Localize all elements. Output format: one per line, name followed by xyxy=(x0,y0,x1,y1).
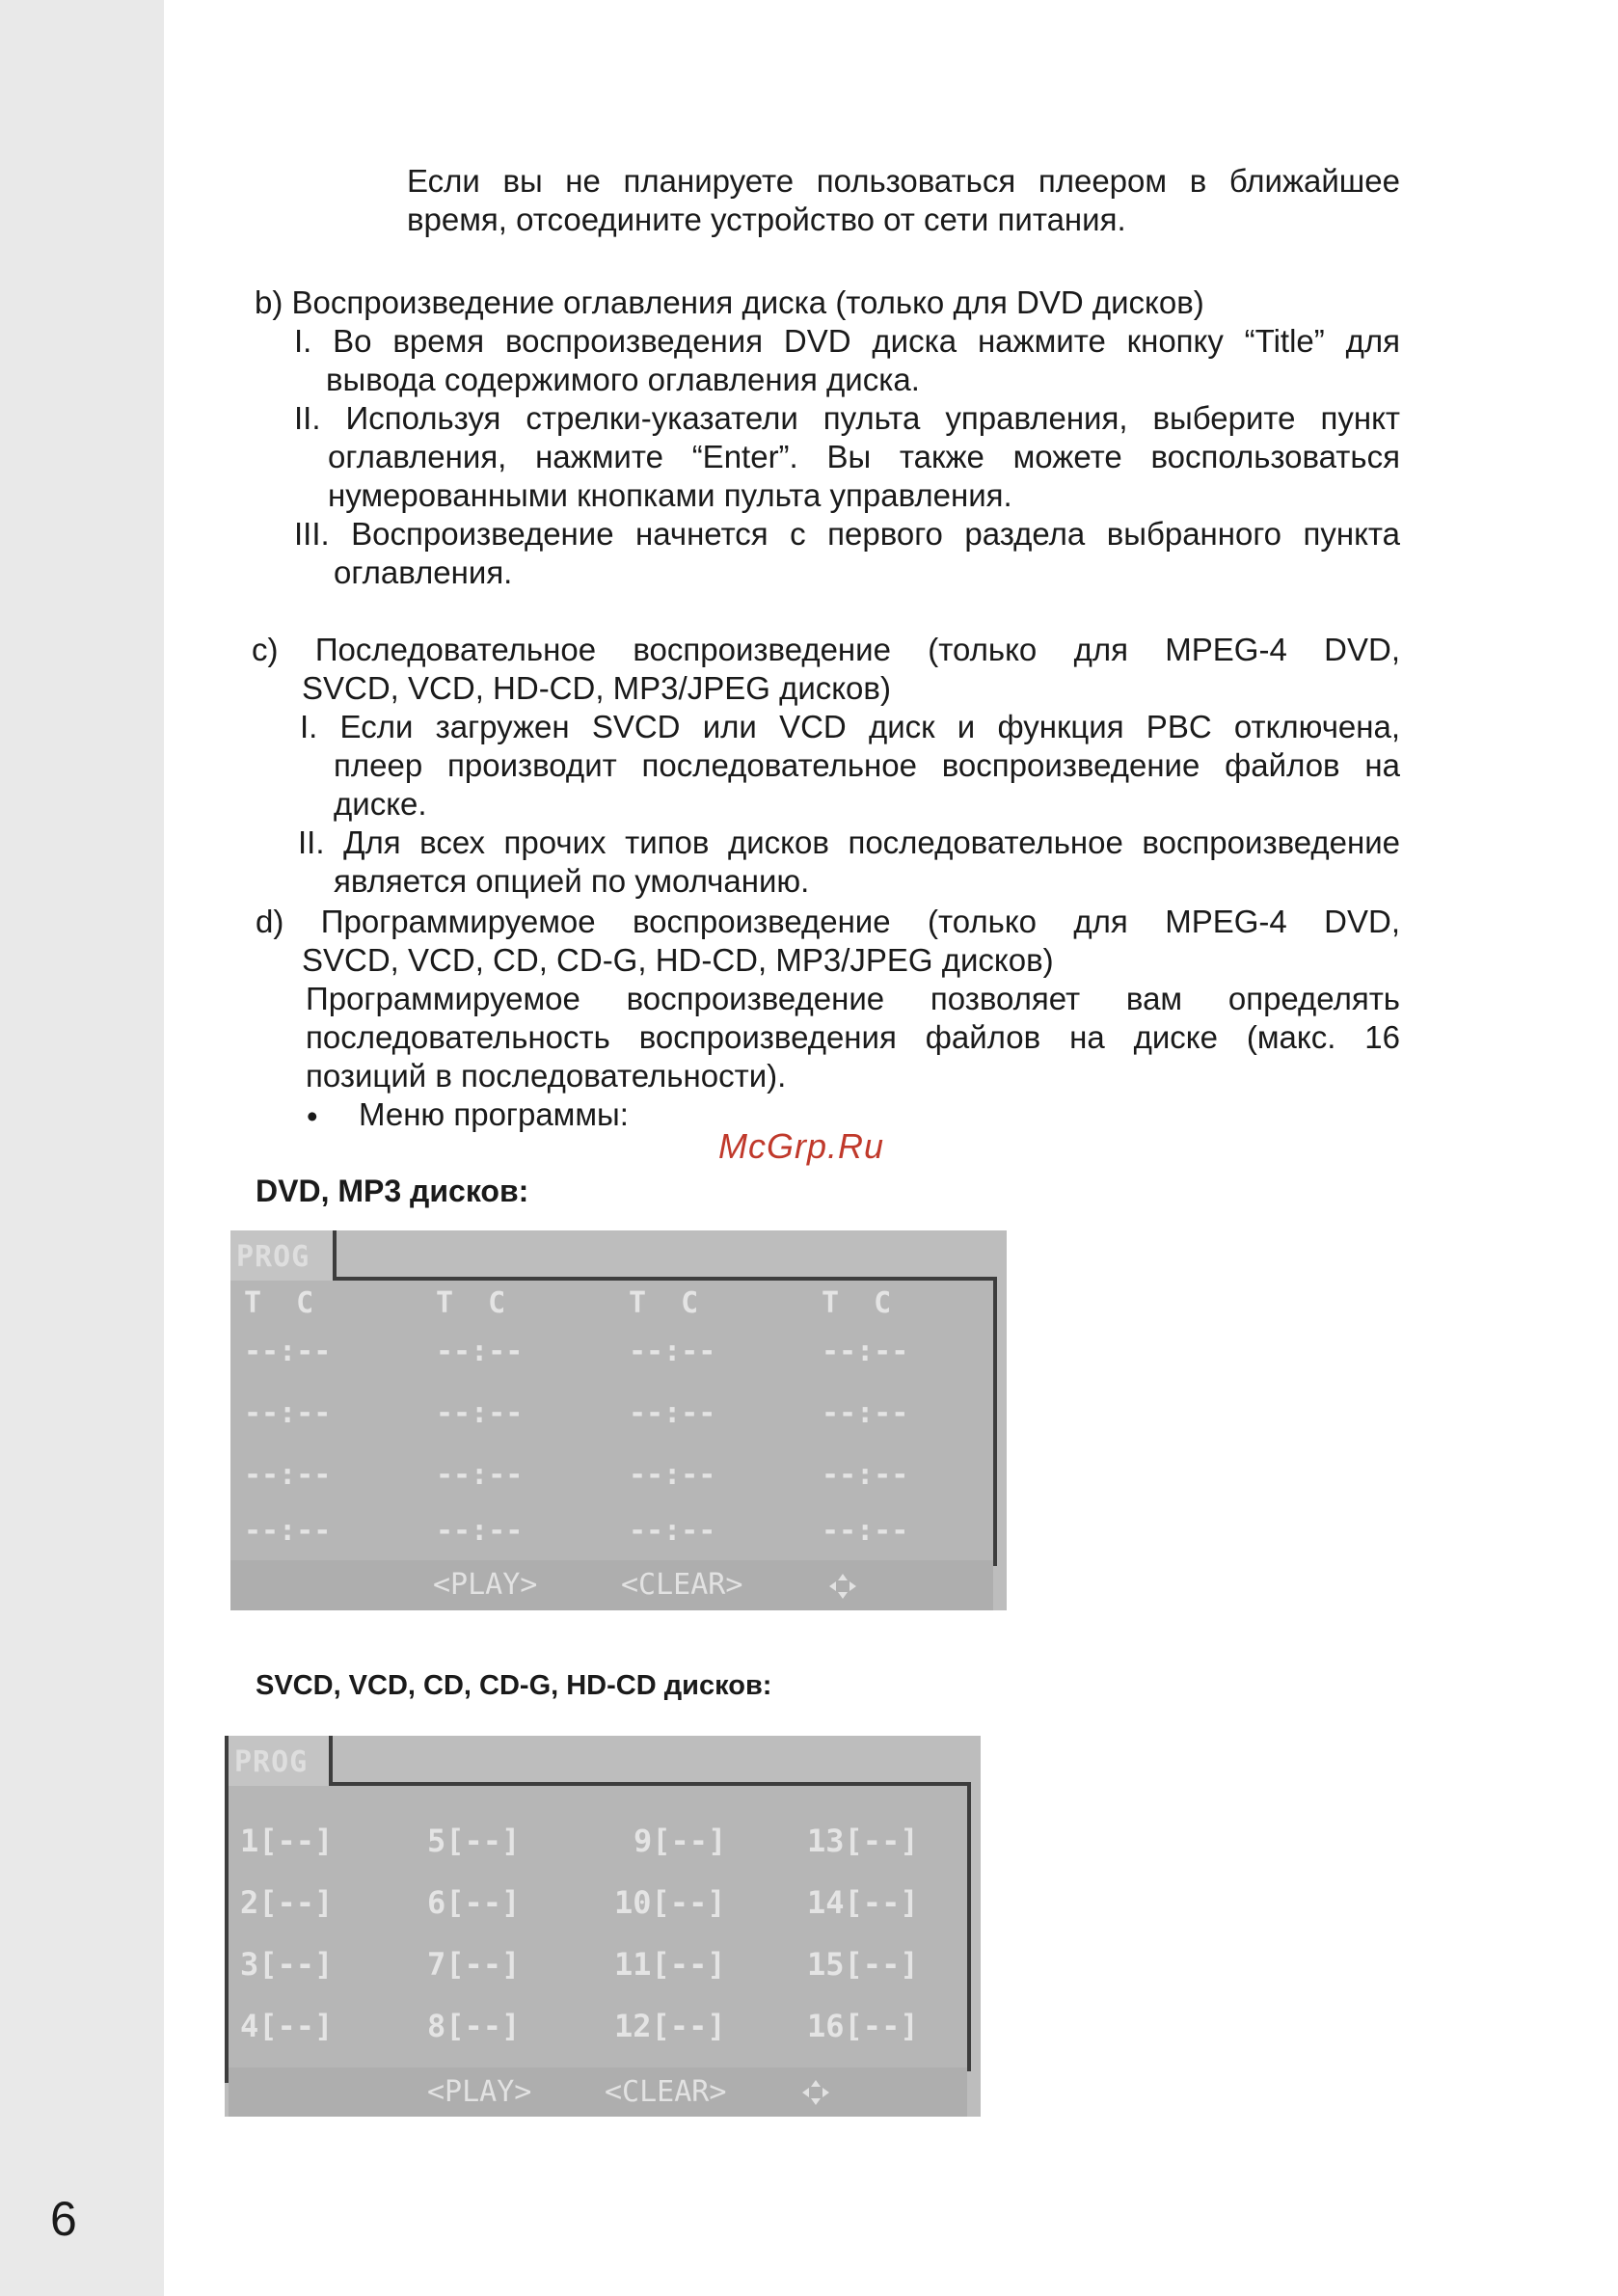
program-slot[interactable]: 2[--] xyxy=(240,1884,334,1921)
program-slot[interactable]: --:-- xyxy=(629,1458,716,1492)
section-b-item-3-line-1: III. Воспроизведение начнется с первого раздела выбранного пункта xyxy=(294,516,1400,552)
prog-tab: PROG xyxy=(229,1736,333,1786)
section-b-item-3-line-2: оглавления. xyxy=(334,554,513,590)
program-slot[interactable]: 9[--] xyxy=(634,1823,727,1859)
section-d-para-line-3: позиций в последовательности). xyxy=(306,1058,787,1094)
program-slot[interactable]: --:-- xyxy=(629,1514,716,1548)
intro-line-1: Если вы не планируете пользоваться плеером в ближайшее xyxy=(407,163,1400,199)
arrows-icon xyxy=(799,2078,832,2107)
program-slot[interactable]: 6[--] xyxy=(427,1884,521,1921)
program-slot[interactable]: 15[--] xyxy=(807,1946,919,1983)
section-c-item-1-line-3: диске. xyxy=(334,786,427,822)
program-slot[interactable]: --:-- xyxy=(436,1335,524,1368)
program-slot[interactable]: 13[--] xyxy=(807,1823,919,1859)
program-slot[interactable]: 7[--] xyxy=(427,1946,521,1983)
section-b-item-1-line-2: вывода содержимого оглавления диска. xyxy=(326,362,920,397)
dvd-menu-caption: DVD, MP3 дисков: xyxy=(256,1174,529,1208)
section-c-item-2-line-1: II. Для всех прочих типов дисков последовательное воспроизведение xyxy=(298,824,1400,860)
section-b-heading: b) Воспроизведение оглавления диска (только для DVD дисков) xyxy=(255,284,1204,320)
section-b-item-1-line-1: I. Во время воспроизведения DVD диска нажмите кнопку “Title” для xyxy=(294,323,1400,359)
program-slot[interactable]: 1[--] xyxy=(240,1823,334,1859)
section-d-para-line-1: Программируемое воспроизведение позволяет вам определять xyxy=(306,981,1400,1016)
program-slot[interactable]: --:-- xyxy=(244,1514,332,1548)
column-header: T C xyxy=(244,1286,314,1320)
program-slot[interactable]: 12[--] xyxy=(614,2008,726,2044)
arrows-icon xyxy=(826,1572,859,1601)
program-slot[interactable]: 4[--] xyxy=(240,2008,334,2044)
section-b-item-2-line-2: оглавления, нажмите “Enter”. Вы также можете воспользоваться xyxy=(328,439,1400,474)
program-slot[interactable]: --:-- xyxy=(436,1396,524,1430)
program-slot[interactable]: 3[--] xyxy=(240,1946,334,1983)
clear-option[interactable]: <CLEAR> xyxy=(605,2075,727,2109)
column-header: T C xyxy=(822,1286,892,1320)
cd-menu-footer xyxy=(229,2067,967,2117)
clear-option[interactable]: <CLEAR> xyxy=(621,1568,743,1602)
program-slot[interactable]: --:-- xyxy=(436,1514,524,1548)
section-c-item-1-line-1: I. Если загружен SVCD или VCD диск и функция PBC отключена, xyxy=(300,709,1400,744)
page-number: 6 xyxy=(50,2192,77,2246)
section-b-item-2-line-3: нумерованными кнопками пульта управления. xyxy=(328,477,1012,513)
program-slot[interactable]: --:-- xyxy=(822,1335,909,1368)
program-slot[interactable]: 5[--] xyxy=(427,1823,521,1859)
column-header: T C xyxy=(629,1286,699,1320)
dvd-program-grid xyxy=(230,1281,993,1560)
column-header: T C xyxy=(436,1286,506,1320)
program-slot[interactable]: 11[--] xyxy=(614,1946,726,1983)
play-option[interactable]: <PLAY> xyxy=(433,1568,538,1602)
intro-line-2: время, отсоедините устройство от сети питания. xyxy=(407,202,1126,237)
program-slot[interactable]: --:-- xyxy=(822,1458,909,1492)
program-slot[interactable]: --:-- xyxy=(822,1396,909,1430)
section-b-item-2-line-1: II. Используя стрелки-указатели пульта управления, выберите пункт xyxy=(294,400,1400,436)
program-slot[interactable]: --:-- xyxy=(629,1396,716,1430)
section-c-item-2-line-2: является опцией по умолчанию. xyxy=(334,863,810,899)
program-slot[interactable]: --:-- xyxy=(629,1335,716,1368)
program-slot[interactable]: --:-- xyxy=(244,1335,332,1368)
program-slot[interactable]: --:-- xyxy=(244,1458,332,1492)
cd-program-grid xyxy=(229,1786,967,2067)
program-slot[interactable]: 10[--] xyxy=(614,1884,726,1921)
cd-menu-caption: SVCD, VCD, CD, CD-G, HD-CD дисков: xyxy=(256,1670,772,1701)
section-c-item-1-line-2: плеер производит последовательное воспроизведение файлов на xyxy=(334,747,1400,783)
watermark: McGrp.Ru xyxy=(718,1126,885,1166)
prog-tab: PROG xyxy=(230,1230,337,1281)
program-slot[interactable]: --:-- xyxy=(244,1396,332,1430)
dvd-program-menu xyxy=(230,1230,1007,1610)
section-c-heading-1: c) Последовательное воспроизведение (только для MPEG-4 DVD, xyxy=(252,632,1400,667)
program-slot[interactable]: 8[--] xyxy=(427,2008,521,2044)
cd-program-menu xyxy=(225,1736,981,2117)
program-slot[interactable]: --:-- xyxy=(436,1458,524,1492)
program-slot[interactable]: 16[--] xyxy=(807,2008,919,2044)
program-menu-label: Меню программы: xyxy=(359,1096,629,1132)
program-slot[interactable]: 14[--] xyxy=(807,1884,919,1921)
dvd-menu-footer xyxy=(230,1560,993,1610)
section-c-heading-2: SVCD, VCD, HD-CD, MP3/JPEG дисков) xyxy=(302,670,891,706)
section-d-heading-1: d) Программируемое воспроизведение (только для MPEG-4 DVD, xyxy=(256,904,1400,939)
page-margin xyxy=(0,0,164,2296)
play-option[interactable]: <PLAY> xyxy=(427,2075,532,2109)
section-d-heading-2: SVCD, VCD, CD, CD-G, HD-CD, MP3/JPEG дисков) xyxy=(302,942,1054,978)
program-slot[interactable]: --:-- xyxy=(822,1514,909,1548)
section-d-para-line-2: последовательность воспроизведения файлов на диске (макс. 16 xyxy=(306,1019,1400,1055)
bullet-marker: • xyxy=(307,1098,318,1134)
